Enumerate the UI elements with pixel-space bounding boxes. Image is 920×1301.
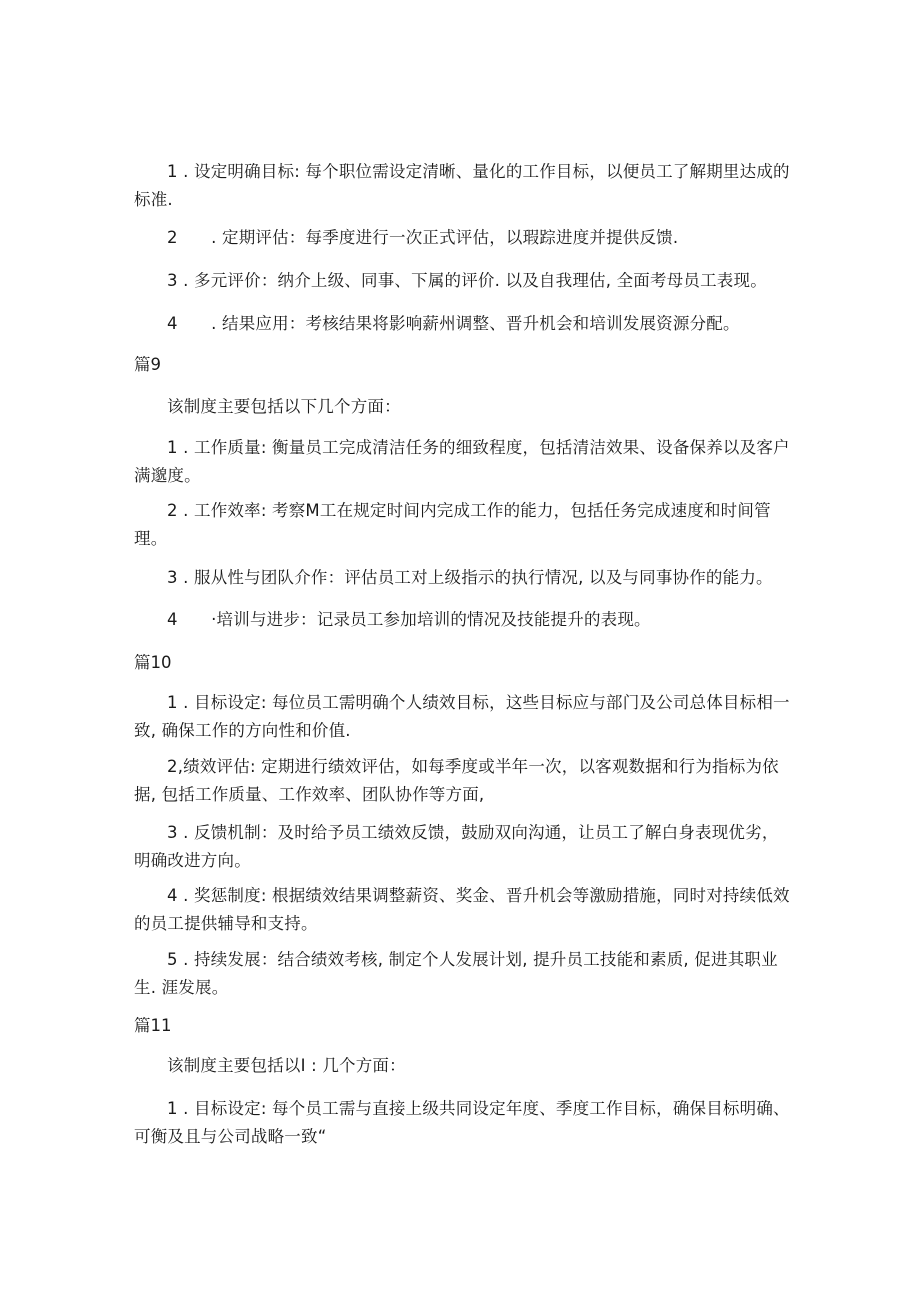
paragraph: 4 ·培训与进步：记录员工参加培训的情况及技能提升的表现。: [167, 610, 651, 629]
paragraph: 1 . 设定明确目标: 每个职位需设定清晰、量化的工作目标，以便员工了解期里达成的标准.: [134, 162, 790, 209]
paragraph: 2,绩效评估: 定期进行绩效评估，如每季度或半年一次，以客观数据和行为指标为依据, 包括工作质量、工作效率、团队协作等方面,: [134, 757, 779, 804]
paragraph: 5 . 持续发展：结合绩效考核, 制定个人发展计划, 提升员工技能和素质, 促进其职业生. 涯发展。: [134, 950, 778, 997]
paragraph: 1 . 工作质量: 衡量员工完成清洁任务的细致程度，包括清洁效果、设备保养以及客户满邈度。: [134, 438, 790, 485]
paragraph: 2 . 定期评估：每季度进行一次正式评估，以瑕踪进度并提供反馈.: [167, 228, 679, 247]
paragraph: 4 . 奖惩制度: 根据绩效结果调整薪资、奖金、晋升机会等激励措施，同时对持续低效的员工提供辅导和支持。: [134, 886, 790, 933]
paragraph: 该制度主要包括以I : 几个方面：: [167, 1056, 406, 1075]
paragraph: 1 . 目标设定: 每位员工需明确个人绩效目标，这些目标应与部门及公司总体目标相一致, 确保工作的方向性和价值.: [134, 693, 790, 740]
section-heading: 篇11: [134, 1016, 172, 1035]
section-heading: 篇9: [134, 355, 161, 374]
paragraph: 3 . 服从性与团队介作：评估员工对上级指示的执行情况, 以及与同事协作的能力。: [167, 568, 773, 587]
section-heading: 篇10: [134, 653, 172, 672]
paragraph: 3 . 反馈机制：及时给予员工绩效反馈，鼓励双向沟通，让员工了解白身表现优劣，明确改进方向。: [134, 823, 779, 870]
paragraph: 3 . 多元评价：纳介上级、同事、下属的评价. 以及自我理估, 全面考母员工表现。: [167, 271, 767, 290]
paragraph: 4 . 结果应用：考核结果将影响薪州调整、晋升机会和培训发展资源分配。: [167, 314, 740, 333]
paragraph: 该制度主要包括以下几个方面：: [167, 397, 401, 416]
paragraph: 2 . 工作效率: 考察M工在规定时间内完成工作的能力，包括任务完成速度和时间管理。: [134, 501, 771, 548]
paragraph: 1 . 目标设定: 每个员工需与直接上级共同设定年度、季度工作目标，确保目标明确、可衡及且与公司战略一致“: [134, 1099, 790, 1146]
